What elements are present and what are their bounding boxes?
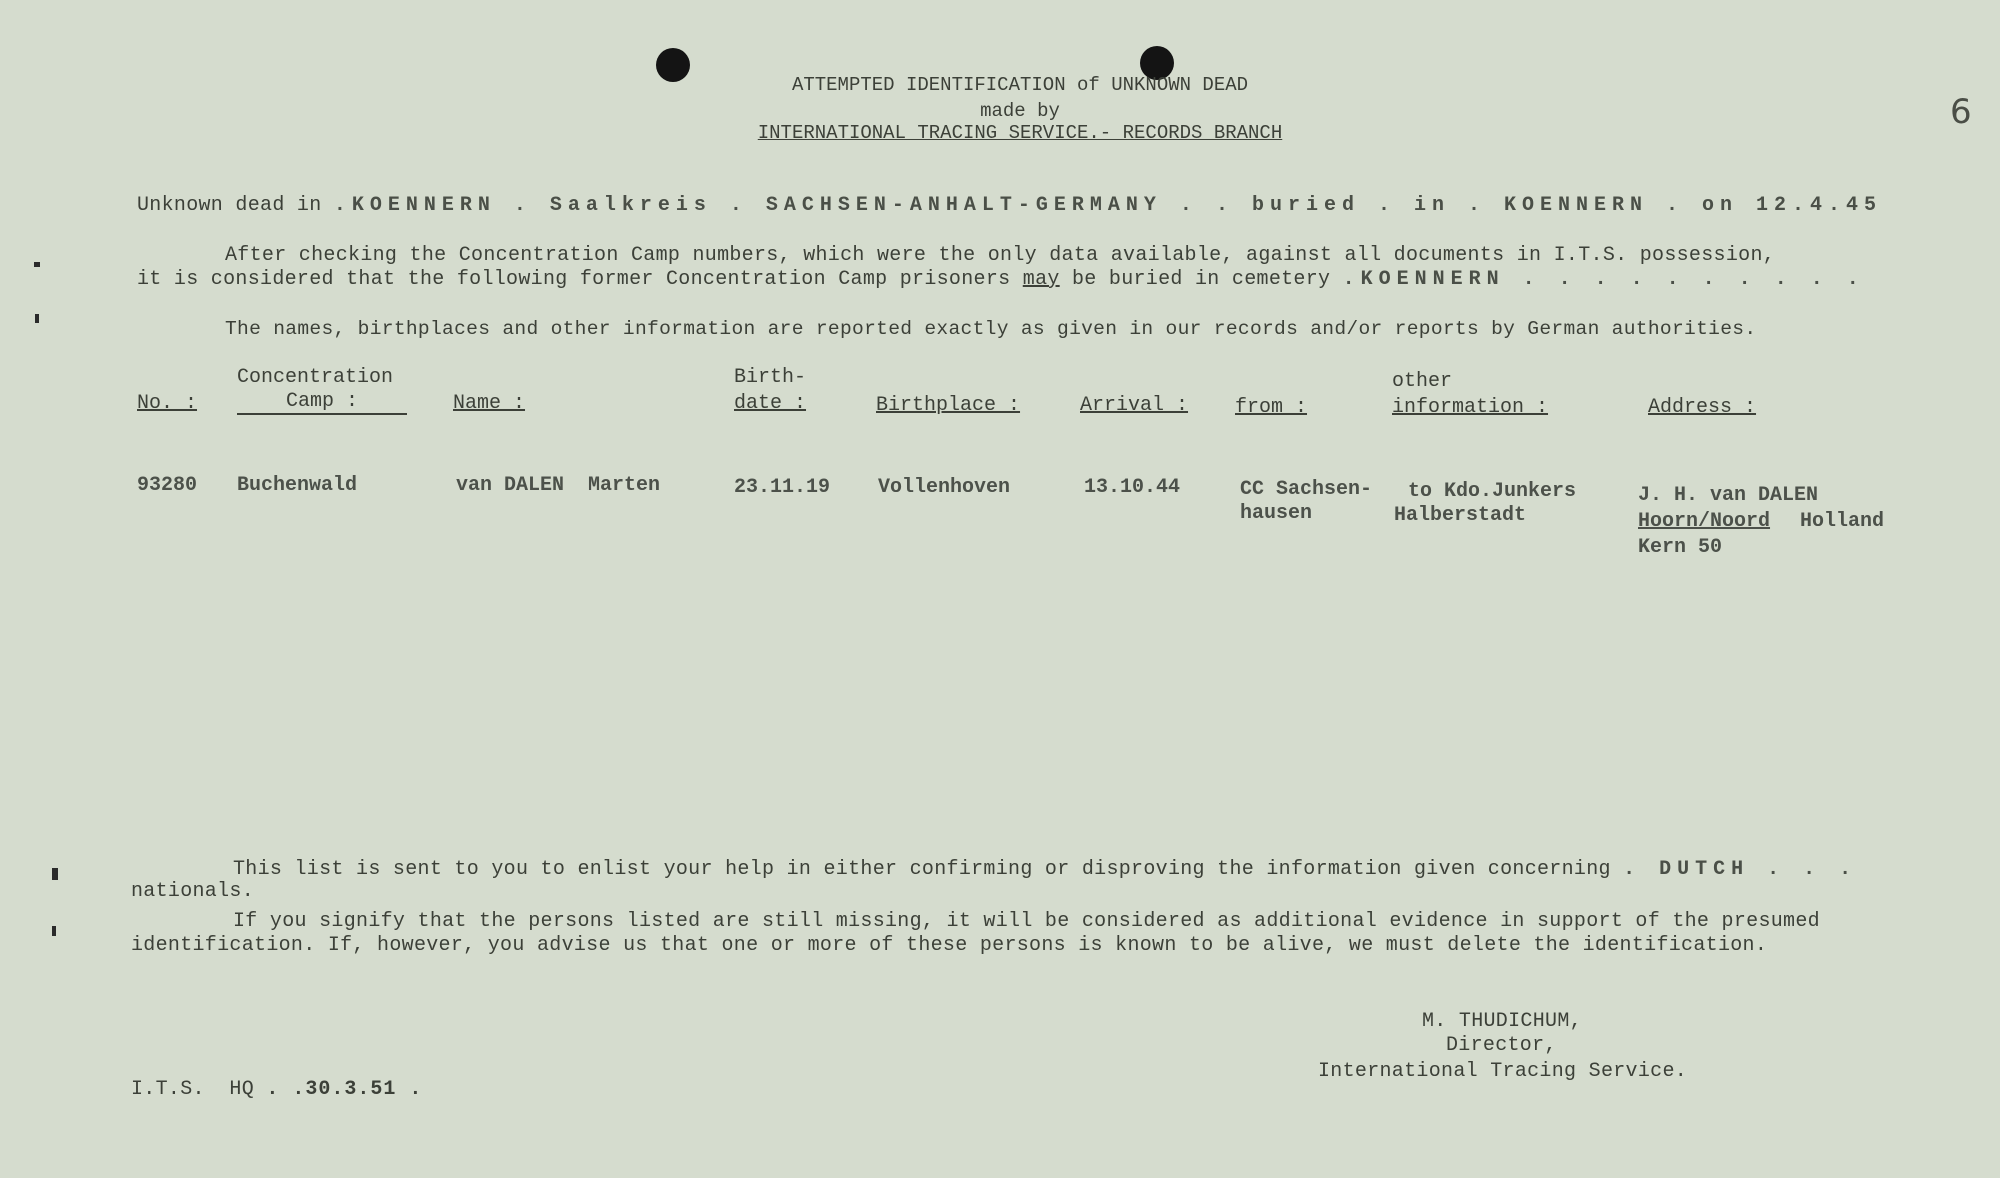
row-birthdate: 23.11.19 <box>734 476 831 499</box>
col-header-other-top: other <box>1392 370 1453 393</box>
col-header-birthdate-top: Birth- <box>734 366 807 389</box>
row-birthplace: Vollenhoven <box>878 476 1011 499</box>
page-number: 6 <box>1950 92 1972 132</box>
header-made-by: made by <box>980 100 1060 122</box>
place-stamp: .KOENNERN . Saalkreis . SACHSEN-ANHALT-GERMANY . . buried . in . KOENNERN . on 12.4.45 <box>333 194 1883 217</box>
signature-name: M. THUDICHUM, <box>1422 1010 1582 1033</box>
margin-mark <box>52 926 56 936</box>
intro-prefix: Unknown dead in <box>137 194 322 217</box>
row-from-line-2: hausen <box>1240 502 1313 525</box>
paragraph-1-line-2: it is considered that the following former Concentration Camp prisoners may be buried in cemetery .KOENNERN . . . . . . . . . . <box>137 268 1865 291</box>
nationality-stamp: . DUTCH . . . <box>1623 858 1858 881</box>
col-header-arrival: Arrival : <box>1080 394 1189 417</box>
margin-mark <box>34 262 40 267</box>
paragraph-2: The names, birthplaces and other information are reported exactly as given in our records and/or reports by German authorities. <box>225 318 1757 340</box>
row-no: 93280 <box>137 474 198 497</box>
footer-date-stamp: . .30.3.51 . <box>266 1078 423 1101</box>
margin-mark <box>35 314 39 323</box>
footer-hq: I.T.S. HQ . .30.3.51 . <box>131 1078 423 1101</box>
row-name: van DALEN Marten <box>456 474 661 497</box>
may-word: may <box>1022 268 1060 291</box>
col-header-camp: Camp : <box>237 390 407 415</box>
col-header-name: Name : <box>453 392 526 415</box>
signature-org: International Tracing Service. <box>1318 1060 1688 1083</box>
row-address-line-3: Kern 50 <box>1638 536 1723 559</box>
row-camp: Buchenwald <box>237 474 358 497</box>
row-other-line-2: Halberstadt <box>1394 504 1527 527</box>
intro-line <box>137 194 1882 217</box>
row-address-line-1: J. H. van DALEN <box>1638 484 1819 507</box>
col-header-no: No. : <box>137 392 198 415</box>
paragraph-1-line-1: After checking the Concentration Camp numbers, which were the only data available, against all documents in I.T.S. possession, <box>225 244 1776 267</box>
signature-title: Director, <box>1446 1034 1557 1057</box>
col-header-from: from : <box>1235 396 1308 419</box>
margin-mark <box>52 868 58 880</box>
col-header-other: information : <box>1392 396 1549 419</box>
closing-line-1: This list is sent to you to enlist your help in either confirming or disproving the information given concerning . DUTCH . . . <box>233 858 1858 881</box>
closing-line-3: If you signify that the persons listed are still missing, it will be considered as additional evidence in support of the presumed <box>233 910 1820 933</box>
col-header-birthplace: Birthplace : <box>876 394 1021 417</box>
row-arrival: 13.10.44 <box>1084 476 1181 499</box>
closing-line-4: identification. If, however, you advise us that one or more of these persons is known to be alive, we must delete the identification. <box>131 934 1768 957</box>
header-title: ATTEMPTED IDENTIFICATION of UNKNOWN DEAD <box>791 74 1249 96</box>
col-header-address: Address : <box>1648 396 1757 419</box>
closing-line-2: nationals. <box>131 880 255 903</box>
row-other-line-1: to Kdo.Junkers <box>1408 480 1577 503</box>
col-header-birthdate: date : <box>734 392 807 415</box>
col-header-camp-top: Concentration <box>237 366 394 389</box>
header-organization: INTERNATIONAL TRACING SERVICE.- RECORDS BRANCH <box>757 122 1283 144</box>
row-from-line-1: CC Sachsen- <box>1240 478 1373 501</box>
row-address-line-2: Hoorn/Noord Holland <box>1638 510 1885 533</box>
cemetery-stamp: .KOENNERN . . . . . . . . . . <box>1342 268 1865 291</box>
